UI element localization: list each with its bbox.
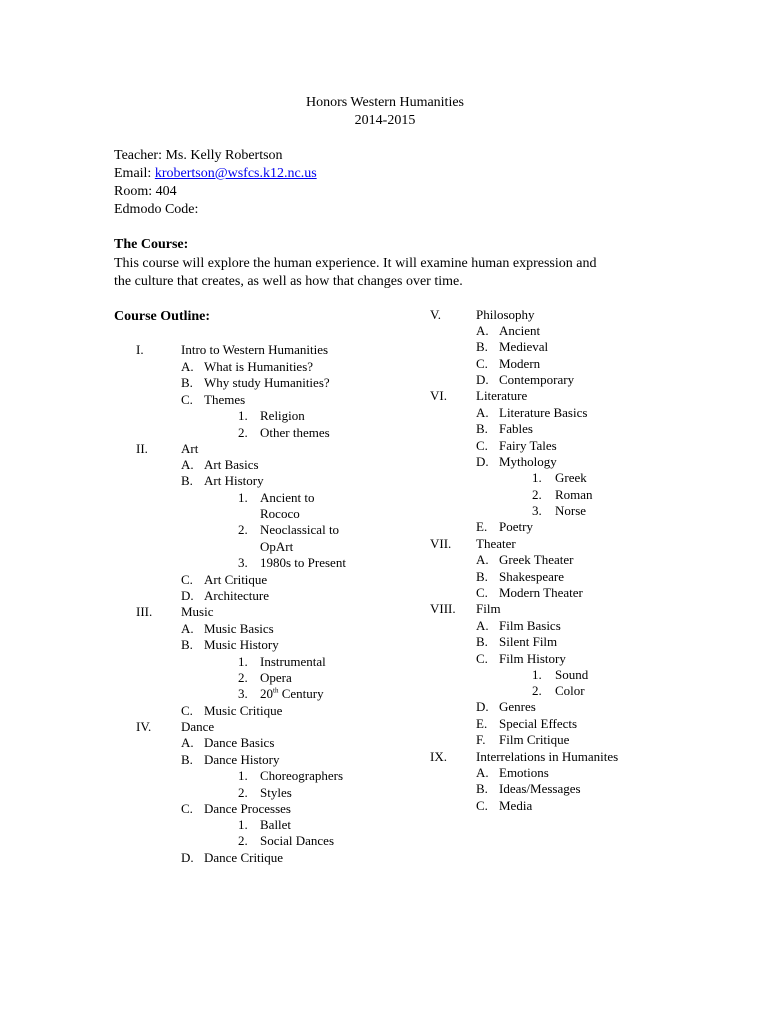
right-outline-item: Genres <box>499 699 536 714</box>
left-outline-item: 20th Century <box>260 686 324 701</box>
left-outline-item: Instrumental <box>260 654 326 669</box>
right-outline-item: Film Basics <box>499 618 561 633</box>
right-outline-item: E. <box>476 716 488 731</box>
right-outline-item: Film Critique <box>499 732 570 747</box>
right-outline-item: C. <box>476 651 488 666</box>
left-outline-item: Why study Humanities? <box>204 375 330 390</box>
left-outline-item: III. <box>136 604 153 619</box>
document-title: Honors Western Humanities <box>305 95 465 110</box>
left-outline-item: Styles <box>260 785 292 800</box>
left-outline-item: Art Critique <box>204 572 268 587</box>
left-outline-item: Intro to Western Humanities <box>181 342 329 357</box>
right-outline-item: Fables <box>499 421 533 436</box>
right-outline-item: VI. <box>430 388 447 403</box>
right-outline-item: VIII. <box>430 601 456 616</box>
right-outline-item: 3. <box>532 503 542 518</box>
left-outline-item: IV. <box>136 719 152 734</box>
left-outline-item: 3. <box>238 686 248 701</box>
left-outline-item: C. <box>181 801 193 816</box>
right-outline-item: B. <box>476 339 488 354</box>
right-outline-item: D. <box>476 454 489 469</box>
right-outline-item: Roman <box>555 487 593 502</box>
right-outline-item: Sound <box>555 667 589 682</box>
left-outline-item: OpArt <box>260 539 294 554</box>
right-outline-item: Modern <box>499 356 541 371</box>
left-outline-item: I. <box>136 342 144 357</box>
right-outline-item: F. <box>476 732 486 747</box>
right-outline-item: B. <box>476 781 488 796</box>
right-outline-item: Film History <box>499 651 566 666</box>
left-outline-item: B. <box>181 473 193 488</box>
left-outline-item: Dance Basics <box>204 735 275 750</box>
right-outline-item: C. <box>476 438 488 453</box>
left-outline-item: Music <box>181 604 214 619</box>
left-outline-item: Dance Processes <box>204 801 291 816</box>
left-outline-item: C. <box>181 572 193 587</box>
right-outline-item: D. <box>476 699 489 714</box>
email-label: Email: <box>114 166 155 181</box>
left-outline-item: 1. <box>238 408 248 423</box>
left-outline-item: 2. <box>238 425 248 440</box>
left-outline-item: 1980s to Present <box>260 555 346 570</box>
left-outline-item: C. <box>181 392 193 407</box>
left-outline-item: Music Basics <box>204 621 274 636</box>
right-outline-item: Film <box>476 601 501 616</box>
right-outline-item: VII. <box>430 536 452 551</box>
course-description-line-1: This course will explore the human experience. It will examine human expression and <box>114 256 597 271</box>
left-outline-item: Opera <box>260 670 292 685</box>
left-outline-item: Neoclassical to <box>260 522 340 537</box>
right-outline-item: A. <box>476 552 489 567</box>
left-outline-item: Social Dances <box>260 833 335 848</box>
right-outline-item: Poetry <box>499 519 533 534</box>
right-outline-item: Shakespeare <box>499 569 564 584</box>
left-outline-item: D. <box>181 850 194 865</box>
left-outline-item: 1. <box>238 654 248 669</box>
right-outline-item: Philosophy <box>476 307 535 322</box>
right-outline-item: A. <box>476 618 489 633</box>
right-outline-item: E. <box>476 519 488 534</box>
right-outline-item: Color <box>555 683 585 698</box>
left-outline-item: Rococo <box>260 506 300 521</box>
right-outline-item: Media <box>499 798 533 813</box>
left-outline-item: Art <box>181 441 199 456</box>
left-outline-item: Music History <box>204 637 279 652</box>
left-outline-item: D. <box>181 588 194 603</box>
right-outline-item: A. <box>476 405 489 420</box>
right-outline-item: Medieval <box>499 339 549 354</box>
school-year: 2014-2015 <box>354 113 416 128</box>
left-outline-item: 2. <box>238 785 248 800</box>
left-outline-item: 1. <box>238 817 248 832</box>
right-outline-item: B. <box>476 634 488 649</box>
left-outline-item: Art History <box>204 473 264 488</box>
left-outline-item: A. <box>181 457 194 472</box>
course-heading: The Course: <box>114 237 189 252</box>
right-outline-item: C. <box>476 585 488 600</box>
left-outline-item: Art Basics <box>204 457 259 472</box>
right-outline-item: Contemporary <box>499 372 575 387</box>
left-outline-item: C. <box>181 703 193 718</box>
left-outline-item: II. <box>136 441 148 456</box>
left-outline-item: Dance Critique <box>204 850 284 865</box>
right-outline-item: A. <box>476 323 489 338</box>
right-outline-item: C. <box>476 356 488 371</box>
left-outline-item: Dance History <box>204 752 280 767</box>
left-outline-item: A. <box>181 621 194 636</box>
right-outline-item: Greek <box>555 470 587 485</box>
right-outline-item: Ancient <box>499 323 541 338</box>
left-outline-item: B. <box>181 637 193 652</box>
left-outline-item: Architecture <box>204 588 269 603</box>
right-outline-item: C. <box>476 798 488 813</box>
right-outline-item: V. <box>430 307 441 322</box>
left-outline-item: 2. <box>238 522 248 537</box>
left-outline-item: What is Humanities? <box>204 359 314 374</box>
left-outline-item: 1. <box>238 768 248 783</box>
teacher-line: Teacher: Ms. Kelly Robertson <box>114 148 283 163</box>
right-outline-item: Fairy Tales <box>499 438 557 453</box>
right-outline-item: A. <box>476 765 489 780</box>
left-outline-item: Religion <box>260 408 305 423</box>
left-outline-item: B. <box>181 375 193 390</box>
left-outline-item: Choreographers <box>260 768 344 783</box>
left-outline-item: Themes <box>204 392 246 407</box>
right-outline-item: Modern Theater <box>499 585 583 600</box>
right-outline-item: B. <box>476 569 488 584</box>
left-outline-item: B. <box>181 752 193 767</box>
right-outline-item: Special Effects <box>499 716 578 731</box>
email-line <box>114 166 317 182</box>
right-outline-item: D. <box>476 372 489 387</box>
left-outline-item: Other themes <box>260 425 330 440</box>
right-outline-item: 2. <box>532 487 542 502</box>
course-outline-heading: Course Outline: <box>114 309 211 324</box>
edmodo-line: Edmodo Code: <box>114 202 199 217</box>
room-line: Room: 404 <box>114 184 177 199</box>
left-outline-item: Music Critique <box>204 703 283 718</box>
left-outline-item: 2. <box>238 670 248 685</box>
right-outline-item: Literature Basics <box>499 405 588 420</box>
left-outline-item: 3. <box>238 555 248 570</box>
right-outline-item: 1. <box>532 470 542 485</box>
right-outline-item: Theater <box>476 536 516 551</box>
right-outline-item: 1. <box>532 667 542 682</box>
left-outline-item: 2. <box>238 833 248 848</box>
right-outline-item: Greek Theater <box>499 552 574 567</box>
left-outline-item: 1. <box>238 490 248 505</box>
right-outline-item: Norse <box>555 503 587 518</box>
right-outline-item: Ideas/Messages <box>499 781 581 796</box>
right-outline-item: Literature <box>476 388 528 403</box>
right-outline-item: Emotions <box>499 765 549 780</box>
right-outline-item: B. <box>476 421 488 436</box>
right-outline-item: IX. <box>430 749 447 764</box>
left-outline-item: Dance <box>181 719 215 734</box>
email-link[interactable]: krobertson@wsfcs.k12.nc.us <box>154 166 317 181</box>
right-outline-item: Silent Film <box>499 634 558 649</box>
left-outline-item: A. <box>181 735 194 750</box>
right-outline-item: 2. <box>532 683 542 698</box>
left-outline-item: Ancient to <box>260 490 315 505</box>
right-outline-item: Mythology <box>499 454 557 469</box>
course-description-line-2: the culture that creates, as well as how that changes over time. <box>114 274 463 289</box>
left-outline-item: Ballet <box>260 817 292 832</box>
left-outline-item: A. <box>181 359 194 374</box>
right-outline-item: Interrelations in Humanites <box>476 749 619 764</box>
